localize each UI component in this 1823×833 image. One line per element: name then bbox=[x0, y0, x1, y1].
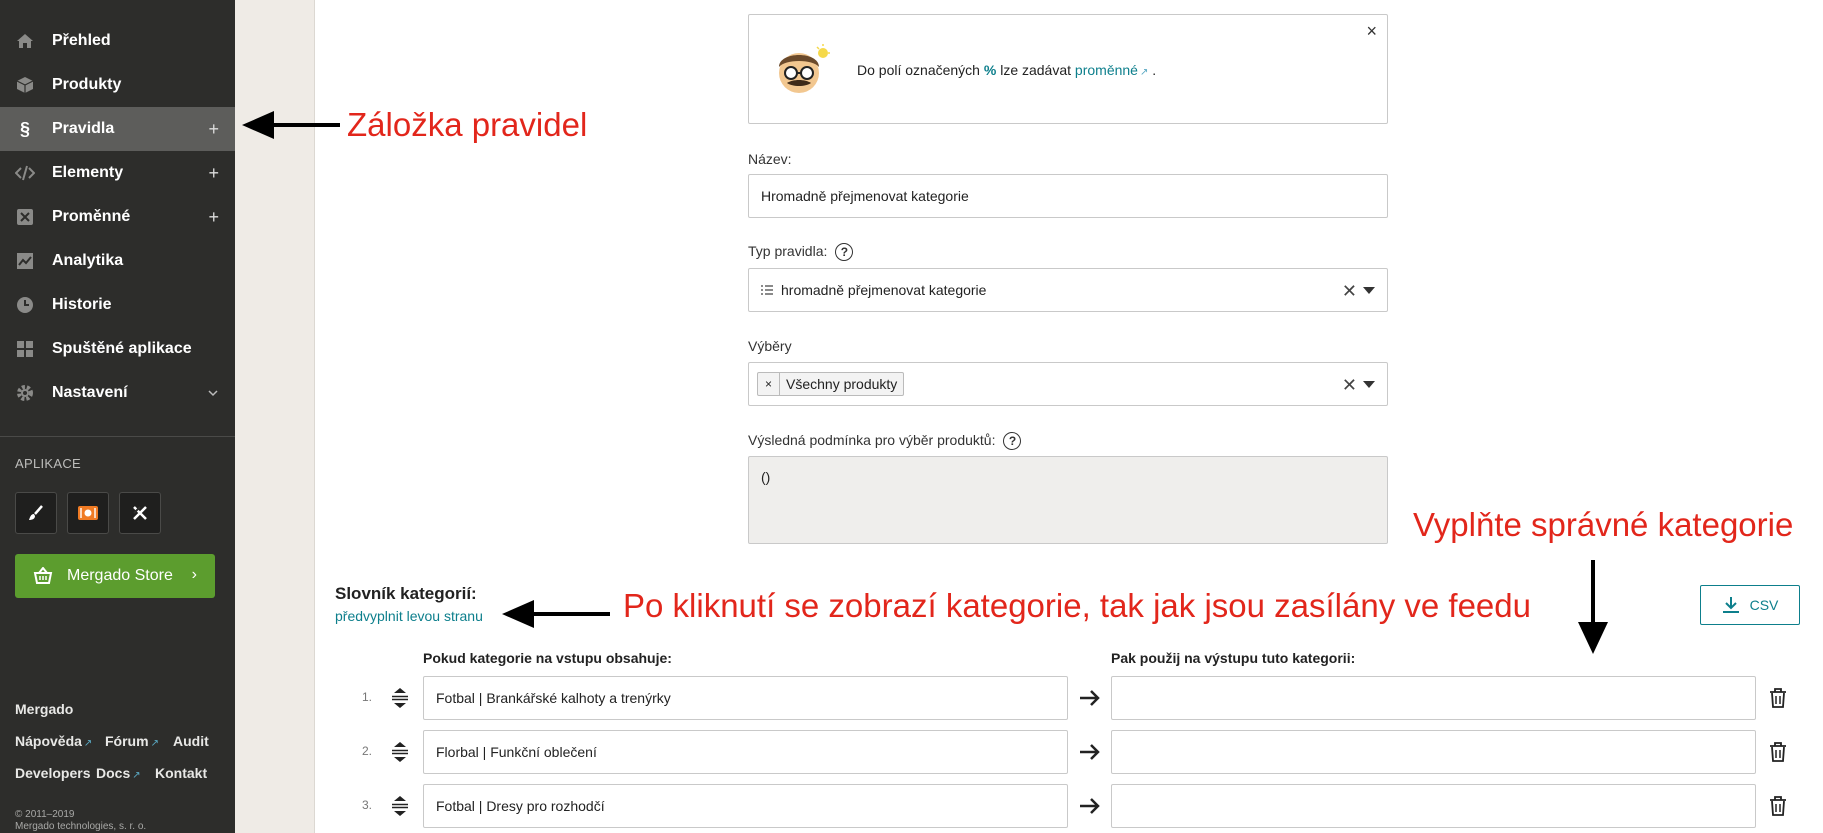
category-input[interactable]: Fotbal | Brankářské kalhoty a trenýrky bbox=[423, 676, 1068, 720]
chevron-right-icon: › bbox=[191, 566, 197, 583]
mascot-icon bbox=[773, 43, 831, 97]
nav-item-prehled[interactable] bbox=[0, 19, 235, 63]
selections-label: Výběry bbox=[748, 338, 792, 354]
nav-label: Historie bbox=[52, 296, 112, 313]
input-column-header: Pokud kategorie na vstupu obsahuje: bbox=[423, 650, 672, 666]
help-icon[interactable]: ? bbox=[835, 243, 853, 261]
developers-link[interactable]: Developers bbox=[15, 765, 91, 781]
nav-item-elementy[interactable] bbox=[0, 151, 235, 195]
row-number: 3. bbox=[361, 798, 372, 812]
tools-icon bbox=[131, 504, 149, 522]
category-output[interactable] bbox=[1111, 676, 1756, 720]
category-output[interactable] bbox=[1111, 784, 1756, 828]
app-ticket-button[interactable] bbox=[67, 492, 109, 534]
contact-link[interactable]: Kontakt bbox=[155, 765, 208, 781]
chart-icon bbox=[15, 251, 35, 271]
drag-handle-icon[interactable] bbox=[390, 686, 410, 710]
dictionary-title: Slovník kategorií: bbox=[335, 584, 477, 603]
nav-item-promenne[interactable] bbox=[0, 195, 235, 239]
external-link-icon: ↗ bbox=[132, 770, 141, 781]
brush-icon bbox=[27, 504, 45, 522]
annotation-fill-categories: Vyplňte správné kategorie bbox=[1413, 506, 1794, 543]
app-brush-button[interactable] bbox=[15, 492, 57, 534]
tag-remove-button[interactable]: × bbox=[758, 373, 780, 395]
clear-icon[interactable]: ✕ bbox=[1341, 281, 1357, 301]
csv-button[interactable] bbox=[1700, 585, 1800, 625]
nav-label: Produkty bbox=[52, 76, 122, 93]
condition-label bbox=[748, 432, 1021, 450]
condition-textarea[interactable]: () bbox=[748, 456, 1388, 544]
category-output[interactable] bbox=[1111, 730, 1756, 774]
app-tools-button[interactable] bbox=[119, 492, 161, 534]
nav-label: Proměnné bbox=[52, 208, 131, 225]
sidebar-divider bbox=[0, 436, 235, 437]
nav-label: Pravidla bbox=[52, 120, 115, 137]
annotation-arrow-left bbox=[500, 597, 610, 631]
forum-link[interactable] bbox=[105, 733, 159, 749]
nav-item-historie[interactable] bbox=[0, 283, 235, 327]
docs-link[interactable] bbox=[96, 765, 141, 781]
rule-type-label bbox=[748, 243, 853, 261]
caret-down-icon[interactable] bbox=[1363, 381, 1375, 388]
arrow-right-icon bbox=[1079, 796, 1101, 816]
rule-type-select[interactable] bbox=[748, 268, 1388, 312]
chevron-down-icon[interactable] bbox=[207, 383, 219, 403]
nav-label: Elementy bbox=[52, 164, 124, 181]
variable-icon bbox=[15, 207, 35, 227]
nav-item-analytika[interactable] bbox=[0, 239, 235, 283]
store-label: Mergado Store bbox=[67, 567, 173, 584]
arrow-right-icon bbox=[1079, 688, 1101, 708]
prefill-left-link[interactable]: předvyplnit levou stranu bbox=[335, 608, 483, 624]
nav-item-nastaveni[interactable] bbox=[0, 371, 235, 415]
annotation-arrow-left bbox=[240, 108, 340, 142]
copyright bbox=[15, 809, 146, 833]
copyright-years: © 2011–2019 bbox=[15, 809, 75, 820]
percent-sign: % bbox=[983, 62, 997, 78]
variables-link[interactable] bbox=[1075, 62, 1148, 78]
basket-icon bbox=[33, 567, 53, 585]
mergado-store-button[interactable] bbox=[15, 554, 215, 598]
trash-icon[interactable] bbox=[1769, 742, 1787, 762]
row-number: 1. bbox=[361, 690, 372, 704]
selection-tag-label: Všechny produkty bbox=[786, 376, 898, 392]
name-input[interactable]: Hromadně přejmenovat kategorie bbox=[748, 174, 1388, 218]
nav-label: Přehled bbox=[52, 32, 111, 49]
selection-tag bbox=[757, 372, 904, 396]
drag-handle-icon[interactable] bbox=[390, 740, 410, 764]
output-column-header: Pak použij na výstupu tuto kategorii: bbox=[1111, 650, 1356, 666]
info-text bbox=[857, 62, 1156, 78]
paragraph-icon: § bbox=[19, 118, 30, 139]
box-icon bbox=[15, 75, 35, 95]
home-icon bbox=[15, 31, 35, 51]
info-text-part: . bbox=[1148, 62, 1157, 78]
trash-icon[interactable] bbox=[1769, 688, 1787, 708]
help-link[interactable] bbox=[15, 733, 92, 749]
gear-icon bbox=[15, 383, 35, 403]
selections-select[interactable] bbox=[748, 362, 1388, 406]
list-icon bbox=[761, 285, 773, 295]
caret-down-icon[interactable] bbox=[1363, 287, 1375, 294]
nav-label: Nastavení bbox=[52, 384, 128, 401]
annotation-rules-tab: Záložka pravidel bbox=[347, 106, 588, 143]
close-icon[interactable]: × bbox=[1366, 21, 1377, 41]
drag-handle-icon[interactable] bbox=[390, 794, 410, 818]
external-link-icon: ↗ bbox=[1139, 67, 1149, 78]
info-text-part: Do polí označených bbox=[857, 62, 984, 78]
docs-link-label: Docs bbox=[96, 765, 131, 781]
clear-icon[interactable]: ✕ bbox=[1341, 375, 1357, 395]
nav-label: Spuštěné aplikace bbox=[52, 340, 192, 357]
help-icon[interactable]: ? bbox=[1003, 432, 1021, 450]
rule-type-label-text: Typ pravidla: bbox=[748, 243, 828, 259]
clock-icon bbox=[15, 295, 35, 315]
footer-title: Mergado bbox=[15, 701, 74, 717]
category-input[interactable]: Fotbal | Dresy pro rozhodčí bbox=[423, 784, 1068, 828]
nav-label: Analytika bbox=[52, 252, 124, 269]
copyright-company: Mergado technologies, s. r. o. bbox=[15, 821, 147, 832]
name-label: Název: bbox=[748, 151, 792, 167]
external-link-icon: ↗ bbox=[83, 738, 93, 749]
grid-icon bbox=[15, 339, 35, 359]
category-input[interactable]: Florbal | Funkční oblečení bbox=[423, 730, 1068, 774]
row-number: 2. bbox=[361, 744, 372, 758]
csv-label: CSV bbox=[1749, 597, 1779, 613]
nav-item-spustene-aplikace[interactable] bbox=[0, 327, 235, 371]
code-icon bbox=[15, 163, 35, 183]
condition-label-text: Výsledná podmínka pro výběr produktů: bbox=[748, 432, 996, 448]
sidebar bbox=[0, 0, 235, 833]
info-text-part: lze zadávat bbox=[996, 62, 1075, 78]
apps-title: APLIKACE bbox=[15, 456, 81, 471]
trash-icon[interactable] bbox=[1769, 796, 1787, 816]
info-box bbox=[748, 14, 1388, 124]
download-icon bbox=[1722, 596, 1740, 614]
add-rule-button[interactable]: + bbox=[208, 119, 219, 139]
arrow-right-icon bbox=[1079, 742, 1101, 762]
external-link-icon: ↗ bbox=[150, 738, 159, 749]
ticket-icon bbox=[77, 504, 99, 522]
nav-item-pravidla[interactable] bbox=[0, 107, 235, 151]
annotation-arrow-down bbox=[1576, 560, 1610, 656]
variables-link-label: proměnné bbox=[1074, 62, 1138, 78]
annotation-after-click: Po kliknutí se zobrazí kategorie, tak jak jsou zasílány ve feedu bbox=[623, 587, 1531, 624]
rule-type-value: hromadně přejmenovat kategorie bbox=[781, 282, 987, 298]
audit-link[interactable]: Audit bbox=[173, 733, 209, 749]
add-element-button[interactable]: + bbox=[208, 163, 219, 183]
add-variable-button[interactable]: + bbox=[208, 207, 219, 227]
nav-item-produkty[interactable] bbox=[0, 63, 235, 107]
help-link-label: Nápověda bbox=[15, 733, 82, 749]
forum-link-label: Fórum bbox=[105, 733, 149, 749]
